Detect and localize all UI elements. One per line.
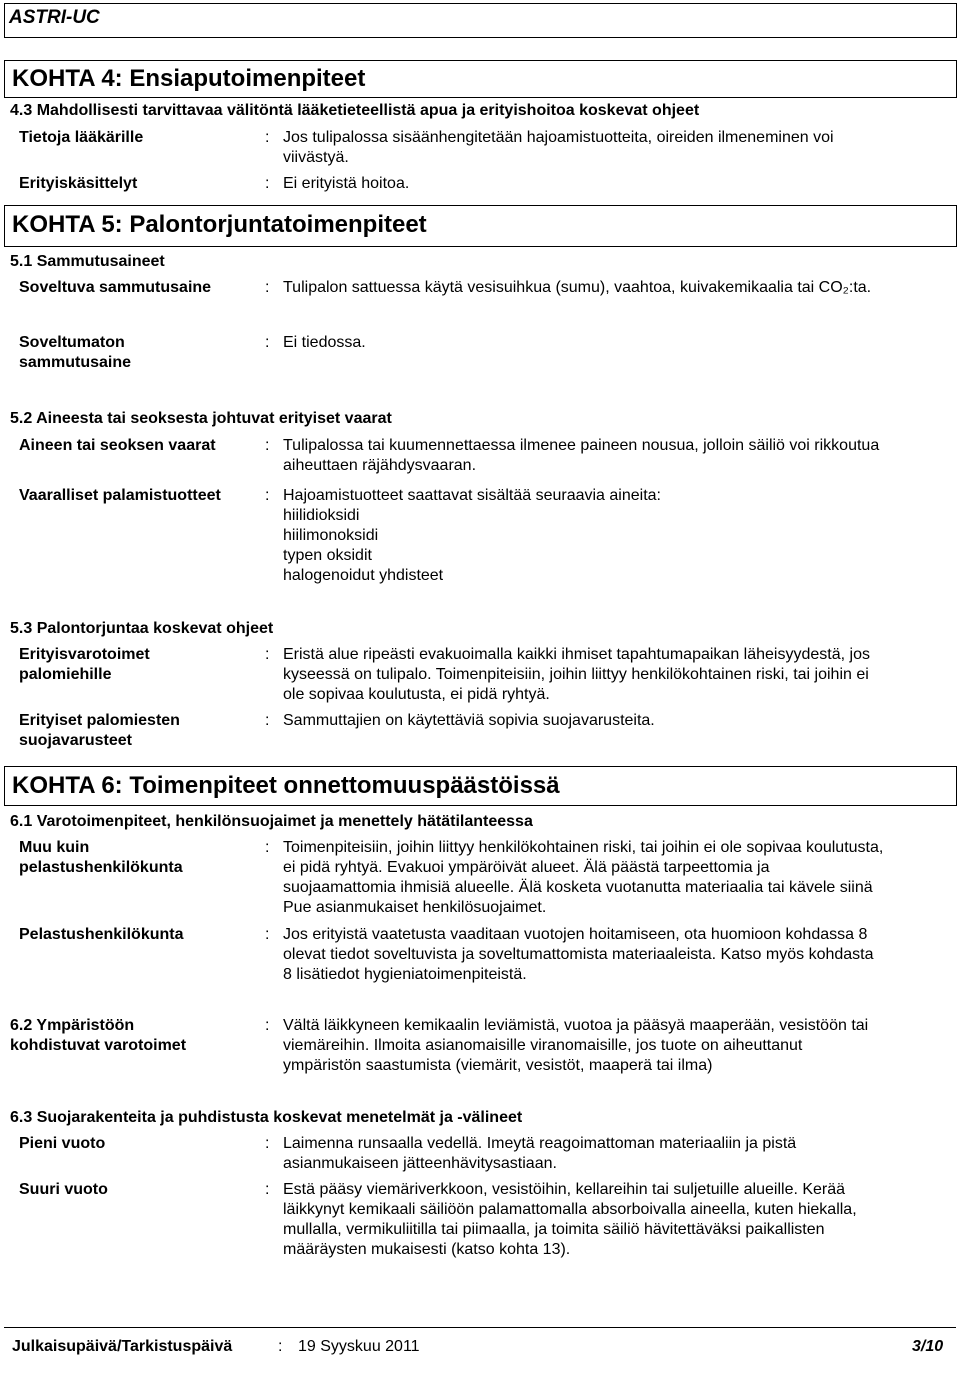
- row-label: Pelastushenkilökunta: [19, 926, 184, 943]
- row-label: Aineen tai seoksen vaarat: [19, 437, 216, 454]
- row-value: Laimenna runsaalla vedellä. Imeytä reagoimattoman materiaaliin ja pistä asianmukaiseen jätteenhävitysastiaan.: [283, 1135, 797, 1172]
- row-label: Muu kuin pelastushenkilökunta: [19, 839, 183, 876]
- row-colon: :: [265, 839, 270, 856]
- section6-3-heading: 6.3 Suojarakenteita ja puhdistusta koskevat menetelmät ja -välineet: [10, 1109, 523, 1126]
- brand-title: ASTRI-UC: [9, 7, 100, 28]
- row-value: Eristä alue ripeästi evakuoimalla kaikki ihmiset tapahtumapaikan läheisyydestä, jos kyseessä on tulipalo. Toimenpiteisiin, joihin liittyy henkilökohtainen riski, tai joihin ei ole sopivaa koulutusta, ei pidä ryhtyä.: [283, 646, 870, 703]
- row-value: Toimenpiteisiin, joihin liittyy henkilökohtainen riski, tai joihin ei ole sopivaa koulutusta, ei pidä ryhtyä. Evakuoi ympäröivät alueet. Älä päästä tarpeettomia ja suojaamattomia ihmisiä alueelle. Älä kosketa vuotanutta materiaalia tai kävele siinä Pue asianmukaiset henkilösuojaimet.: [283, 839, 884, 916]
- row-label: Soveltumaton sammutusaine: [19, 334, 132, 371]
- section6-1-heading: 6.1 Varotoimenpiteet, henkilönsuojaimet ja menettely hätätilanteessa: [10, 813, 533, 830]
- footer-date: 19 Syyskuu 2011: [298, 1338, 420, 1355]
- row-label: Soveltuva sammutusaine: [19, 279, 212, 296]
- row-label: Tietoja lääkärille: [19, 129, 144, 146]
- row-value: Ei tiedossa.: [283, 334, 366, 351]
- row-colon: :: [265, 175, 270, 192]
- row-colon: :: [265, 487, 270, 504]
- section5-title: KOHTA 5: Palontorjuntatoimenpiteet: [12, 211, 427, 238]
- row-label: Erityiskäsittelyt: [19, 175, 138, 192]
- row-value: Sammuttajien on käytettäviä sopivia suojavarusteita.: [283, 712, 655, 729]
- row-value: Tulipalossa tai kuumennettaessa ilmenee paineen nousua, jolloin säiliö voi rikkoutua aiheuttaen räjähdysvaaran.: [283, 437, 880, 474]
- section4-3-heading: 4.3 Mahdollisesti tarvittavaa välitöntä lääketieteellistä apua ja erityishoitoa koskevat ohjeet: [10, 102, 700, 119]
- row-label: Pieni vuoto: [19, 1135, 106, 1152]
- section4-title: KOHTA 4: Ensiaputoimenpiteet: [12, 65, 366, 92]
- row-value: Estä pääsy viemäriverkkoon, vesistöihin, kellareihin tai suljetuille alueille. Kerää läikkynyt kemikaali säiliöön palamattomalla absorboivalla aineella, kuten hiekalla, mullalla, vermikuliitilla tai piimaalla, ja toimita säiliö hävitettäväksi paikallisten määräysten mukaisesti (katso kohta 13).: [283, 1181, 857, 1258]
- row-colon: :: [265, 1181, 270, 1198]
- footer-colon: :: [278, 1338, 283, 1355]
- row-colon: :: [265, 712, 270, 729]
- row-value: Tulipalon sattuessa käytä vesisuihkua (sumu), vaahtoa, kuivakemikaalia tai CO₂:ta.: [283, 279, 872, 296]
- row-colon: :: [265, 1017, 270, 1034]
- row-colon: :: [265, 926, 270, 943]
- row-label: Erityiset palomiesten suojavarusteet: [19, 712, 180, 749]
- row-colon: :: [265, 1135, 270, 1152]
- section5-1-heading: 5.1 Sammutusaineet: [10, 253, 165, 270]
- row-colon: :: [265, 334, 270, 351]
- section6-title: KOHTA 6: Toimenpiteet onnettomuuspäästöissä: [12, 772, 560, 799]
- section5-2-heading: 5.2 Aineesta tai seoksesta johtuvat erityiset vaarat: [10, 410, 392, 427]
- row-colon: :: [265, 437, 270, 454]
- row-colon: :: [265, 279, 270, 296]
- row-colon: :: [265, 646, 270, 663]
- row-value: Jos erityistä vaatetusta vaaditaan vuotojen hoitamiseen, ota huomioon kohdassa 8 olevat tiedot soveltuvista ja soveltumattomista materiaaleista. Katso myös kohdasta 8 lisätiedot hygieniatoimenpiteistä.: [283, 926, 874, 983]
- row-colon: :: [265, 129, 270, 146]
- row-value: Jos tulipalossa sisäänhengitetään hajoamistuotteita, oireiden ilmeneminen voi viivästyä.: [283, 129, 834, 166]
- row-label: Erityisvarotoimet palomiehille: [19, 646, 150, 683]
- row-value: Vältä läikkyneen kemikaalin leviämistä, vuotoa ja pääsyä maaperään, vesistöön tai viemäreihin. Ilmoita asianomaisille viranomaisille, jos tuote on aiheuttanut ympäristön saastumista (viemärit, vesistöt, maaperä tai ilma): [283, 1017, 869, 1074]
- row-value: Ei erityistä hoitoa.: [283, 175, 410, 192]
- header-box: [4, 3, 957, 38]
- section6-2-label: 6.2 Ympäristöön kohdistuvat varotoimet: [10, 1017, 187, 1054]
- section5-3-heading: 5.3 Palontorjuntaa koskevat ohjeet: [10, 620, 274, 637]
- footer-date-label: Julkaisupäivä/Tarkistuspäivä: [12, 1338, 233, 1355]
- row-label: Suuri vuoto: [19, 1181, 108, 1198]
- page-number: 3/10: [912, 1338, 944, 1355]
- row-value: Hajoamistuotteet saattavat sisältää seuraavia aineita: hiilidioksidi hiilimonoksidi typen oksidit halogenoidut yhdisteet: [283, 487, 661, 584]
- row-label: Vaaralliset palamistuotteet: [19, 487, 221, 504]
- footer-rule: [4, 1327, 956, 1328]
